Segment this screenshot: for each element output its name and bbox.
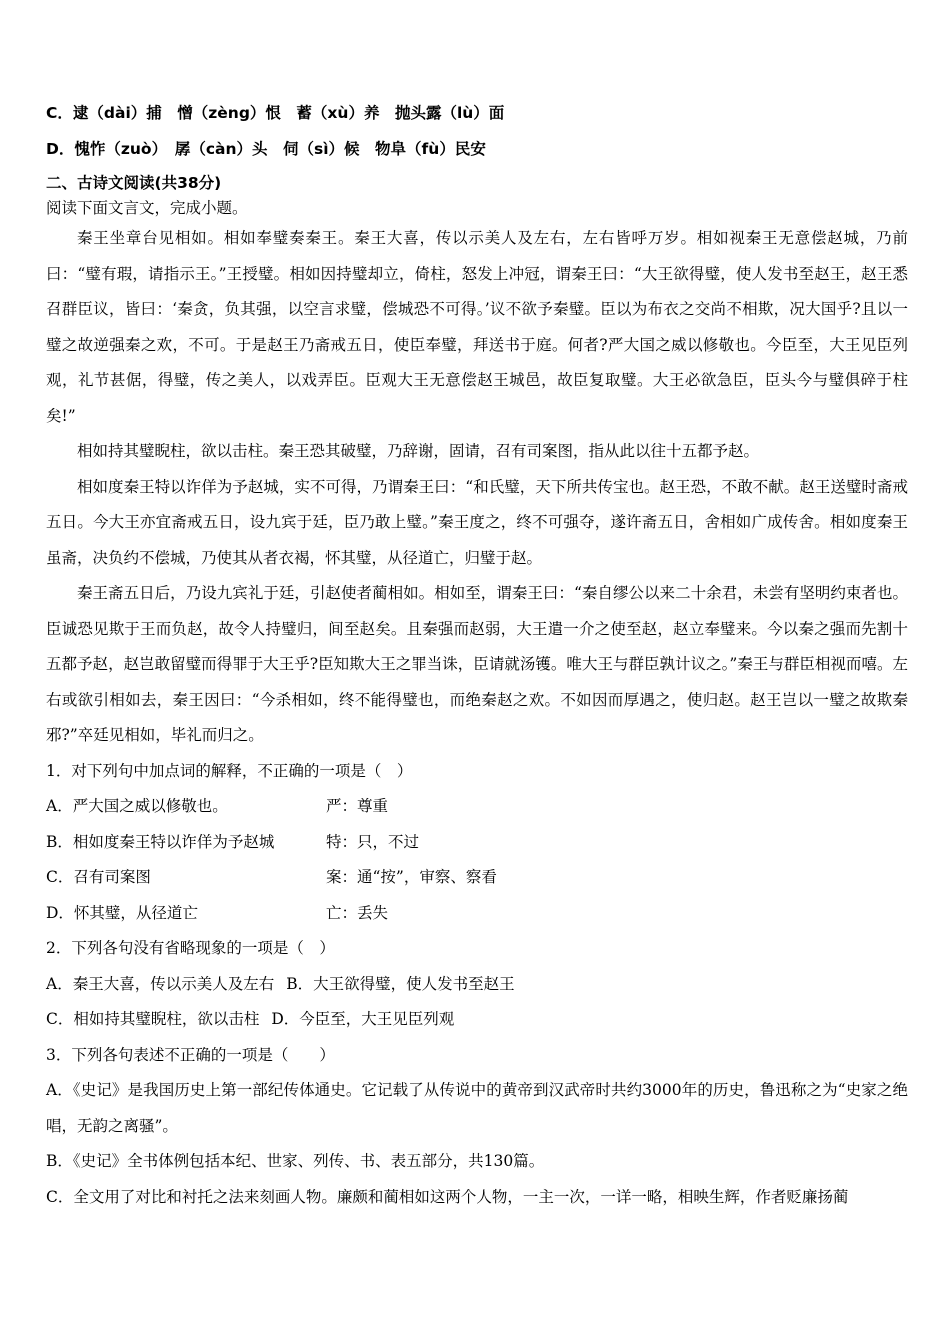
q1-option-b bbox=[46, 825, 908, 861]
q1-option-c bbox=[46, 860, 908, 896]
q3-option-a: A．《史记》是我国历史上第一部纪传体通史。它记载了从传说中的黄帝到汉武帝时共约3000年的历史，鲁迅称之为“史家之绝唱，无韵之离骚”。 bbox=[46, 1081, 908, 1135]
q1-option-d-meaning: 亡：丢失 bbox=[326, 903, 389, 922]
section-title: 二、古诗文阅读(共38分) bbox=[46, 174, 222, 192]
question-3-stem: 3．下列各句表述不正确的一项是（ ） bbox=[46, 1045, 335, 1064]
passage-paragraph-4: 秦王斋五日后，乃设九宾礼于廷，引赵使者蔺相如。相如至，谓秦王曰：“秦自缪公以来二十余君，未尝有坚明约束者也。臣诚恐见欺于王而负赵，故令人持璧归，间至赵矣。且秦强而赵弱，大王遣一介之使至赵，赵立奉璧来。今以秦之强而先割十五都予赵，赵岂敢留璧而得罪于大王乎?臣知欺大王之罪当诛，臣请就汤镬。唯大王与群臣孰计议之。”秦王与群臣相视而嘻。左右或欲引相如去，秦王因曰：“今杀相如，终不能得璧也，而绝秦赵之欢。不如因而厚遇之，使归赵。赵王岂以一璧之故欺秦邪?”卒廷见相如，毕礼而归之。 bbox=[46, 584, 908, 744]
passage-paragraph-1: 秦王坐章台见相如。相如奉璧奏秦王。秦王大喜，传以示美人及左右，左右皆呼万岁。相如视秦王无意偿赵城，乃前曰：“璧有瑕，请指示王。”王授璧。相如因持璧却立，倚柱，怒发上冲冠，谓秦王曰：“大王欲得璧，使人发书至赵王，赵王悉召群臣议，皆曰：‘秦贪，负其强，以空言求璧，偿城恐不可得。’议不欲予秦璧。臣以为布衣之交尚不相欺，况大国乎?且以一璧之故逆强秦之欢，不可。于是赵王乃斋戒五日，使臣奉璧，拜送书于庭。何者?严大国之威以修敬也。今臣至，大王见臣列观，礼节甚倨，得璧，传之美人，以戏弄臣。臣观大王无意偿赵王城邑，故臣复取璧。大王必欲急臣，臣头今与璧俱碎于柱矣!” bbox=[46, 229, 908, 425]
q1-option-a-sentence: A．严大国之威以修敬也。 bbox=[46, 797, 228, 815]
sentence-text: D．怀其璧，从径道 bbox=[46, 903, 183, 922]
q2-option-d: D．今臣至，大王见臣列观 bbox=[271, 1010, 455, 1028]
q3-option-b: B．《史记》全书体例包括本纪、世家、列传、书、表五部分，共130篇。 bbox=[46, 1152, 545, 1170]
q2-option-c: C．相如持其璧睨柱，欲以击柱 bbox=[46, 1010, 260, 1028]
option-label: D． bbox=[46, 139, 75, 158]
instruction: 阅读下面文言文，完成小题。 bbox=[46, 199, 248, 217]
option-c-top bbox=[46, 96, 908, 132]
q3-option-c: C．全文用了对比和衬托之法来刻画人物。廉颇和蔺相如这两个人物，一主一次，一详一略，相映生辉，作者贬廉扬蔺 bbox=[46, 1187, 849, 1206]
passage-paragraph-3: 相如度秦王特以诈佯为予赵城，实不可得，乃谓秦王曰：“和氏璧，天下所共传宝也。赵王恐，不敢不献。赵王送璧时斋戒五日。今大王亦宜斋戒五日，设九宾于廷，臣乃敢上璧。”秦王度之，终不可强夺，遂许斋五日，舍相如广成传舍。相如度秦王虽斋，决负约不偿城，乃使其从者衣褐，怀其璧，从径道亡，归璧于赵。 bbox=[46, 477, 908, 567]
q2-option-b: B．大王欲得璧，使人发书至赵王 bbox=[286, 974, 515, 993]
question-1-stem: 1．对下列句中加点词的解释，不正确的一项是（ ） bbox=[46, 761, 413, 780]
q1-option-b-sentence: B．相如度秦王特以诈佯为予赵城 bbox=[46, 832, 275, 851]
q1-option-a bbox=[46, 789, 908, 825]
q1-option-d bbox=[46, 896, 908, 932]
option-d-top bbox=[46, 132, 908, 168]
q1-option-d-sentence bbox=[46, 896, 326, 932]
q1-option-c-meaning: 案：通“按”，审察、察看 bbox=[326, 868, 497, 886]
q1-option-c-sentence: C．召有司案图 bbox=[46, 868, 151, 886]
q2-options-row-1 bbox=[46, 967, 908, 1003]
passage-paragraph-2: 相如持其璧睨柱，欲以击柱。秦王恐其破璧，乃辞谢，固请，召有司案图，指从此以往十五都予赵。 bbox=[77, 442, 760, 460]
option-text: 逮（dài）捕 憎（zèng）恨 蓄（xù）养 抛头露（lù）面 bbox=[72, 104, 505, 122]
question-2-stem: 2．下列各句没有省略现象的一项是（ ） bbox=[46, 939, 335, 957]
option-text: 愧怍（zuò） 孱（càn）头 伺（sì）候 物阜（fù）民安 bbox=[74, 139, 486, 158]
q2-options-row-2 bbox=[46, 1002, 908, 1038]
q2-option-a: A．秦王大喜，传以示美人及左右 bbox=[46, 974, 275, 993]
document-page bbox=[46, 96, 908, 1215]
dotted-word: 亡 . bbox=[182, 904, 198, 922]
q1-option-b-meaning: 特：只，不过 bbox=[326, 832, 420, 851]
option-label: C． bbox=[46, 104, 73, 122]
q1-option-a-meaning: 严：尊重 bbox=[326, 797, 389, 815]
